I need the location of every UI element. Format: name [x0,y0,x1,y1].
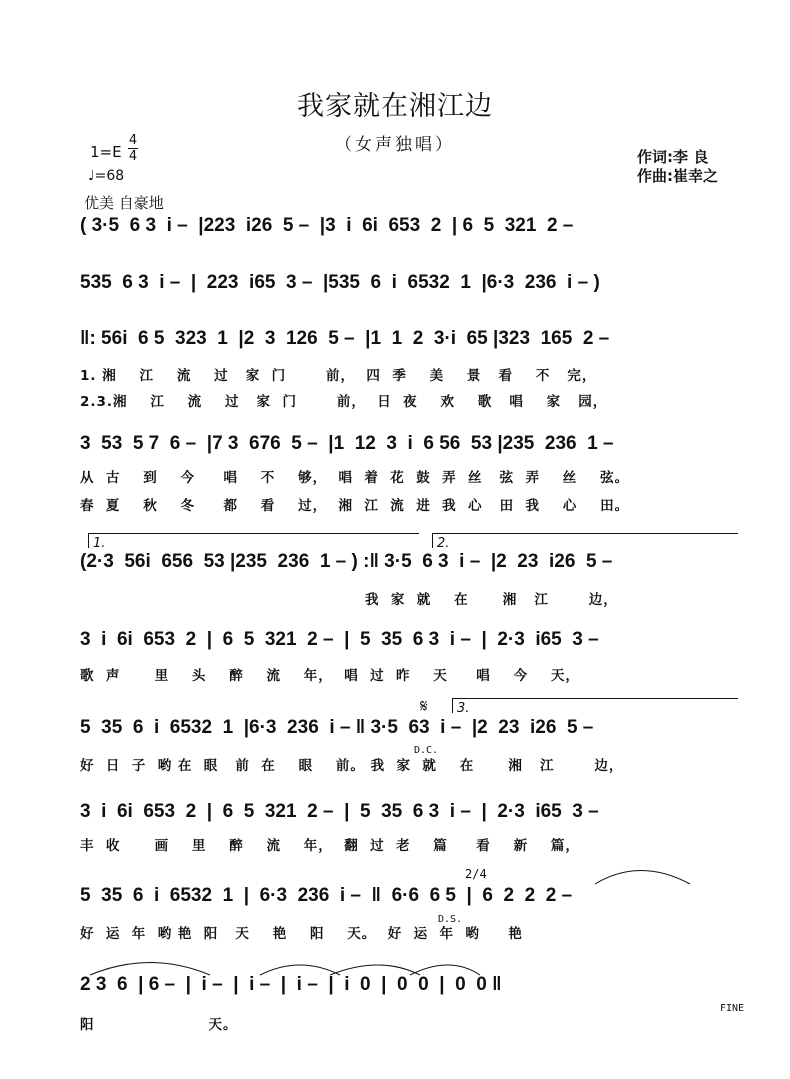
lyric-line-3b: 2.3.湘 江 流 过 家 门 前， 日 夜 欢 歌 唱 家 园， [80,394,608,410]
score-line-4: 3 53 5 7 6 – |7 3 676 5 – |1 12 3 i 6 56 53 |235 236 1 – [80,433,614,454]
page-title: 我家就在湘江边 [297,91,493,122]
score-line-8: 3 i 6i 653 2 | 6 5 321 2 – | 5 35 6 3 i – | 2·3 i65 3 – [80,801,599,822]
lyric-line-4a: 从 古 到 今 唱 不 够， 唱 着 花 鼓 弄 丝 弦 弄 丝 弦。 [80,470,630,486]
tie-arcs [80,950,750,980]
score-line-6: 3 i 6i 653 2 | 6 5 321 2 – | 5 35 6 3 i – | 2·3 i65 3 – [80,629,599,650]
quarter-note-icon: ♩ [88,168,95,184]
key-signature: 1=E [90,143,122,161]
score-line-1: ( 3·5 6 3 i – |223 i26 5 – |3 i 6i 653 2 | 6 5 321 2 – [80,215,574,236]
tie-arc-2 [260,965,340,975]
subtitle: （女声独唱） [335,135,455,155]
time-numerator: 4 [128,133,138,148]
score-line-2: 535 6 3 i – | 223 i65 3 – |535 6 i 6532 1 |6·3 236 i – ) [80,272,600,293]
volta-bracket-3 [452,698,738,716]
ds-mark: D.S. [438,914,463,925]
volta-2-label: 2. [437,536,450,551]
composer: 作曲:崔幸之 [637,167,718,185]
lyric-line-9: 好 运 年 哟 艳 阳 天 艳 阳 天。 好 运 年 哟 艳 [80,926,523,942]
score-line-10: 2 3 6 | 6 – | i – | i – | i – | i 0 | 0 0 | 0 0 ‖ [80,974,502,995]
tie-arc-5 [595,871,690,885]
lyric-line-7: 好 日 子 哟 在 眼 前 在 眼 前。 我 家 就 在 湘 江 边， [80,758,624,774]
lyric-line-5: 我 家 就 在 湘 江 边， [80,592,618,608]
lyric-line-10: 阳 天。 [80,1017,238,1033]
volta-bracket-2 [432,533,738,551]
lyric-line-3a: 1. 湘 江 流 过 家 门 前， 四 季 美 景 看 不 完， [80,368,597,384]
tie-arc-3 [330,965,420,975]
lyric-line-4b: 春 夏 秋 冬 都 看 过， 湘 江 流 进 我 心 田 我 心 田。 [80,498,630,514]
tempo-value: =68 [94,168,125,184]
score-line-5: (2·3 56i 656 53 |235 236 1 – ) :‖ 3·5 6 3 i – |2 23 i26 5 – [80,551,613,572]
score-line-3: ‖: 56i 6 5 323 1 |2 3 126 5 – |1 1 2 3·i 65 |323 165 2 – [80,328,610,349]
time-denominator: 4 [128,149,138,164]
volta-bracket-1 [88,533,419,551]
tie-arc-top [590,862,710,887]
dc-mark: D.C. [414,745,439,756]
score-line-7: 5 35 6 i 6532 1 |6·3 236 i – ‖ 3·5 63 i – |2 23 i26 5 – [80,717,594,738]
segno-icon: 𝄋 [420,696,428,717]
fine-mark: FINE [720,1003,745,1014]
expression-mark: 优美 自豪地 [84,194,164,212]
lyric-line-8: 丰 收 画 里 醉 流 年， 翻 过 老 篇 看 新 篇， [80,838,580,854]
volta-1-label: 1. [93,536,106,551]
tempo-mark [88,168,124,184]
time-signature [128,133,138,164]
score-line-9: 5 35 6 i 6532 1 | 6·3 236 i – ‖ 6·6 6 5 | 6 2 2 2 – [80,885,573,906]
lyric-line-6: 歌 声 里 头 醉 流 年， 唱 过 昨 天 唱 今 天， [80,668,580,684]
volta-3-label: 3. [457,701,470,716]
tie-arc-1 [90,963,210,976]
tie-arc-4 [410,965,480,975]
time-change-mark: 2/4 [465,867,487,881]
lyricist: 作词:李 良 [637,148,709,166]
